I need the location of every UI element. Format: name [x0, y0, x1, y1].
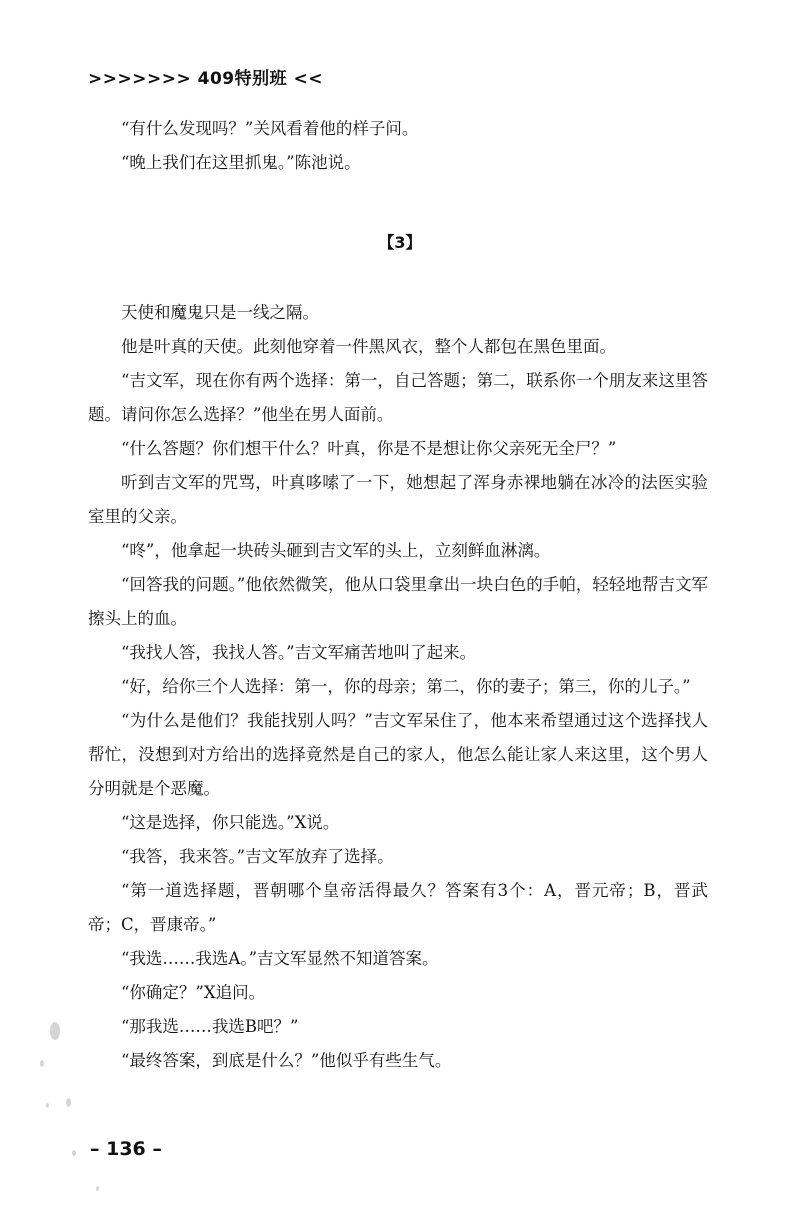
paragraph: “我找人答，我找人答。”吉文军痛苦地叫了起来。 [121, 643, 477, 662]
running-header: >>>>>>> 409特别班 << [88, 69, 324, 89]
paragraph: “有什么发现吗？”关风看着他的样子问。 [121, 119, 419, 138]
paragraph: 听到吉文军的咒骂，叶真哆嗦了一下，她想起了浑身赤裸地躺在冰冷的法医实验室里的父亲。 [88, 473, 708, 526]
paragraph: “那我选……我选B吧？” [121, 1017, 299, 1036]
paragraph: “为什么是他们？我能找别人吗？”吉文军呆住了，他本来希望通过这个选择找人帮忙，没想到对方给出的选择竟然是自己的家人，他怎么能让家人来这里，这个男人分明就是个恶魔。 [88, 711, 708, 798]
paragraph: “你确定？”X追问。 [121, 983, 266, 1002]
paragraph: “晚上我们在这里抓鬼。”陈池说。 [121, 153, 361, 172]
scan-smudge [50, 1022, 60, 1040]
paragraph: “咚”，他拿起一块砖头砸到吉文军的头上，立刻鲜血淋漓。 [121, 541, 551, 560]
paragraph: “吉文军，现在你有两个选择：第一，自己答题；第二，联系你一个朋友来这里答题。请问你怎么选择？”他坐在男人面前。 [88, 371, 708, 424]
scan-smudge [72, 1150, 76, 1156]
section-heading: 【3】 [378, 233, 422, 252]
page-number: – 136 – [90, 1138, 162, 1160]
scan-smudge [46, 1103, 49, 1108]
paragraph: 他是叶真的天使。此刻他穿着一件黑风衣，整个人都包在黑色里面。 [121, 337, 616, 356]
main-text [88, 296, 708, 1078]
paragraph: “好，给你三个人选择：第一，你的母亲；第二，你的妻子；第三，你的儿子。” [121, 677, 691, 696]
opening-paragraphs [88, 112, 708, 180]
paragraph: “最终答案，到底是什么？”他似乎有些生气。 [121, 1051, 452, 1070]
paragraph: “什么答题？你们想干什么？叶真，你是不是想让你父亲死无全尸？” [121, 439, 617, 458]
scan-smudge [96, 1186, 99, 1191]
paragraph: “我答，我来答。”吉文军放弃了选择。 [121, 847, 394, 866]
paragraph: “第一道选择题，晋朝哪个皇帝活得最久？答案有3个：A，晋元帝；B，晋武帝；C，晋康帝。” [88, 881, 708, 934]
paragraph: “我选……我选A。”吉文军显然不知道答案。 [121, 949, 439, 968]
scan-smudge [40, 1060, 44, 1067]
paragraph: 天使和魔鬼只是一线之隔。 [121, 303, 319, 322]
paragraph: “这是选择，你只能选。”X说。 [121, 813, 340, 832]
scan-smudge [66, 1098, 71, 1107]
paragraph: “回答我的问题。”他依然微笑，他从口袋里拿出一块白色的手帕，轻轻地帮吉文军擦头上的血。 [88, 575, 708, 628]
